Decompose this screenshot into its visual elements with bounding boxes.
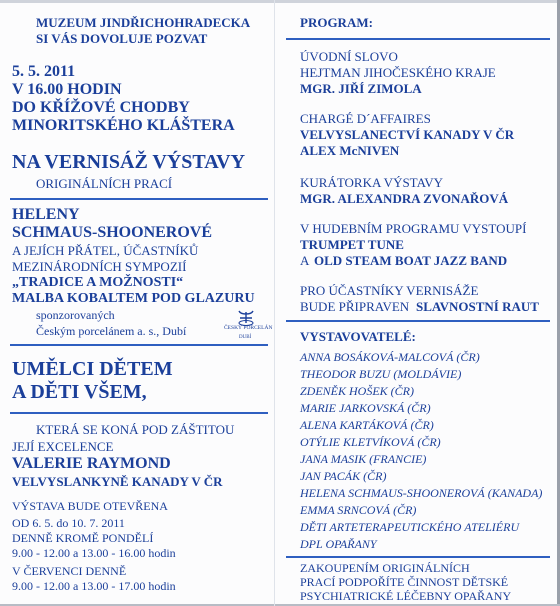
program-title: PROGRAM: — [300, 15, 373, 30]
opening-period: OD 6. 5. do 10. 7. 2011 — [12, 516, 125, 530]
speech-label: ÚVODNÍ SLOVO — [300, 49, 398, 64]
list-item: ANNA BOSÁKOVÁ-MALCOVÁ (ČR) — [300, 350, 480, 364]
july-hours: 9.00 - 12.00 a 13.00 - 17.00 hodin — [12, 579, 176, 593]
list-item: DPL OPAŘANY — [300, 537, 377, 551]
trumpet-tune: TRUMPET TUNE — [300, 237, 404, 252]
guests-line: PRO ÚČASTNÍKY VERNISÁŽE — [300, 283, 479, 298]
divider-3 — [10, 412, 268, 414]
patronage-line: KTERÁ SE KONÁ POD ZÁŠTITOU — [36, 422, 235, 437]
patron-name: VALERIE RAYMOND — [12, 455, 171, 472]
logo-text: ČESKÝ PORCELÁN — [224, 325, 273, 331]
closing-line-1: ZAKOUPENÍM ORIGINÁLNÍCH — [300, 561, 470, 575]
list-item: OTÝLIE KLETVÍKOVÁ (ČR) — [300, 435, 441, 449]
friends-line-1: A JEJÍCH PŘÁTEL, ÚČASTNÍKŮ — [12, 243, 199, 258]
july-title: V ČERVENCI DENNĚ — [12, 564, 127, 578]
event-time: V 16.00 HODIN — [12, 81, 122, 98]
list-item: HELENA SCHMAUS-SHOONEROVÁ (KANADA) — [300, 486, 543, 500]
list-item: THEODOR BUZU (MOLDÁVIE) — [300, 367, 462, 381]
band-name: OLD STEAM BOAT JAZZ BAND — [314, 253, 508, 268]
sponsored-label: sponzorovaných — [36, 308, 115, 322]
excellency-line: JEJÍ EXCELENCE — [12, 439, 114, 454]
list-item: ALENA KARTÁKOVÁ (ČR) — [300, 418, 434, 432]
guests-prefix: BUDE PŘIPRAVEN — [300, 299, 410, 314]
list-item: JAN PACÁK (ČR) — [300, 469, 387, 483]
paper-edge-top — [0, 0, 560, 3]
sponsor-name: Českým porcelánem a. s., Dubí — [36, 324, 187, 338]
divider-program — [286, 38, 550, 40]
list-item: MARIE JARKOVSKÁ (ČR) — [300, 401, 431, 415]
zvonarova-name: MGR. ALEXANDRA ZVONAŘOVÁ — [300, 191, 509, 206]
artist-surname: SCHMAUS-SHOONEROVÉ — [12, 224, 213, 241]
event-place-2: MINORITSKÉHO KLÁŠTERA — [12, 117, 235, 134]
fold-line — [274, 0, 275, 606]
event-place-1: DO KŘÍŽOVÉ CHODBY — [12, 99, 190, 116]
divider-closing — [286, 556, 550, 558]
mcniven-name: ALEX McNIVEN — [300, 143, 400, 158]
event-date: 5. 5. 2011 — [12, 63, 76, 80]
friends-line-2: MEZINÁRODNÍCH SYMPOZIÍ — [12, 259, 187, 274]
closing-line-2: PRACÍ PODPOŘÍTE ČINNOST DĚTSKÉ — [300, 575, 509, 589]
patron-title: VELVYSLANKYNĚ KANADY V ČR — [12, 474, 223, 489]
list-item: DĚTI ARTETERAPEUTICKÉHO ATELIÉRU — [300, 520, 520, 534]
technique: MALBA KOBALTEM POD GLAZURU — [12, 291, 255, 306]
motto-line-2: A DĚTI VŠEM, — [12, 381, 147, 403]
symposium-title: „TRADICE A MOŽNOSTI“ — [12, 275, 184, 290]
porcelain-logo-icon — [224, 309, 273, 343]
divider-exhibitors — [286, 320, 550, 322]
subheadline: ORIGINÁLNÍCH PRACÍ — [36, 176, 173, 191]
artist-first-name: HELENY — [12, 206, 80, 223]
list-item: JANA MASIK (FRANCIE) — [300, 452, 427, 466]
invite-line: SI VÁS DOVOLUJE POZVAT — [36, 31, 208, 46]
headline: NA VERNISÁŽ VÝSTAVY — [12, 151, 246, 173]
zimola-name: MGR. JIŘÍ ZIMOLA — [300, 81, 422, 96]
opening-days: DENNĚ KROMĚ PONDĚLÍ — [12, 531, 154, 545]
museum-line: MUZEUM JINDŘICHOHRADECKA — [36, 15, 251, 30]
opening-hours: 9.00 - 12.00 a 13.00 - 16.00 hodin — [12, 546, 176, 560]
curator-label: KURÁTORKA VÝSTAVY — [300, 175, 444, 190]
music-label: V HUDEBNÍM PROGRAMU VYSTOUPÍ — [300, 221, 527, 236]
closing-line-3: PSYCHIATRICKÉ LÉČEBNY OPAŘANY — [300, 589, 512, 603]
exhibitors-title: VYSTAVOVATELÉ: — [300, 329, 416, 344]
band-prefix: A — [300, 253, 310, 268]
charge-label: CHARGÉ D´AFFAIRES — [300, 111, 431, 126]
logo-subtext: DUBÍ — [239, 335, 252, 340]
motto-line-1: UMĚLCI DĚTEM — [12, 358, 173, 380]
list-item: EMMA SRNCOVÁ (ČR) — [300, 503, 417, 517]
divider-1 — [10, 198, 268, 200]
opening-title: VÝSTAVA BUDE OTEVŘENA — [12, 499, 168, 513]
list-item: ZDENĚK HOŠEK (ČR) — [300, 384, 414, 398]
hejtman-label: HEJTMAN JIHOČESKÉHO KRAJE — [300, 65, 496, 80]
raut-label: SLAVNOSTNÍ RAUT — [416, 299, 539, 314]
divider-2 — [10, 344, 268, 346]
embassy-label: VELVYSLANECTVÍ KANADY V ČR — [300, 127, 515, 142]
